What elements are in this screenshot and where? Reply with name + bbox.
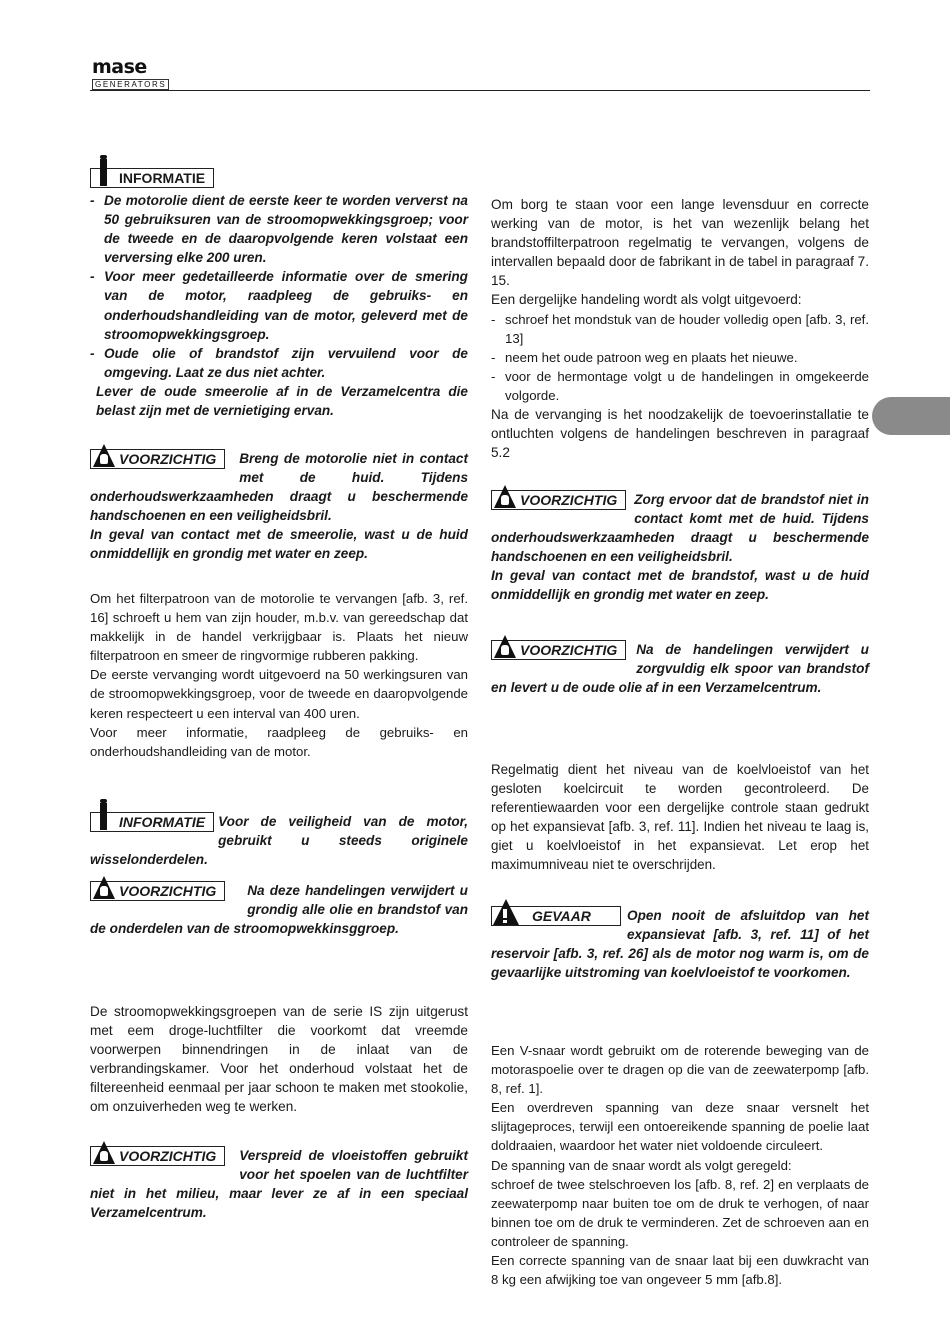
caution-hand-icon xyxy=(91,882,115,900)
info-tail: Lever de oude smeerolie af in de Verzamelcentra die belast zijn met de vernietiging ervan. xyxy=(96,383,468,419)
caution-block-3: VOORZICHTIG Verspreid de vloeistoffen gebruikt voor het spoelen van de luchtfilter niet in het milieu, maar lever ze af in een speciaal Verzamelcentrum. xyxy=(90,1148,468,1221)
info-item: - De motorolie dient de eerste keer te worden ververst na 50 gebruiksuren van de stroomopwekkingsgroep; voor de tweede en de daaropvolgende keren volstaat een verversing elke 200 uren. xyxy=(90,191,468,267)
caution-text: Na deze handelingen verwijdert u grondig alle olie en brandstof van de onderdelen van de stroomopwekkinsggroep. xyxy=(90,883,468,937)
info-icon xyxy=(91,813,115,831)
caution-hand-icon xyxy=(492,491,516,509)
v-belt-paragraph: Een V-snaar wordt gebruikt om de roterende beweging van de motoraspoelie over te dragen op die van de zeewaterpomp [afb. 8, ref. 1]. Een overdreven spanning van deze snaar versnelt het slijtageproces, terwijl een ontoereikende spanning de poelie laat doldraaien, waardoor het water niet voldoende circuleert. De spanning van de snaar wordt als volgt geregeld: schroef de twee stelschroeven los [afb. 8, ref. 2] en verplaats de zeewaterpomp naar buiten toe om de druk te verhogen, of naar binnen toe om de druk te verminderen. Zet de schroeven aan en controleer de spanning. Een correcte spanning van de snaar laat bij een duwkracht van 8 kg een afwijking toe van ongeveer 5 mm [afb.8]. xyxy=(491,1043,869,1288)
caution-text: Na de handelingen verwijdert u zorgvuldig elk spoor van brandstof en levert u de oude olie af in een Verzamelcentrum. xyxy=(491,642,869,696)
coolant-paragraph: Regelmatig dient het niveau van de koelvloeistof van het gesloten koelcircuit te worden gecontroleerd. De referentiewaarden voor een dergelijke controle staan gedrukt op het expansievat [afb. 3, ref. 11]. Indien het niveau te laag is, giet u koelvloeistof in het expansievat. Let erop het maximumniveau niet te overschrijden. xyxy=(491,762,869,873)
caution-hand-icon xyxy=(91,450,115,468)
info-item: - Voor meer gedetailleerde informatie over de smering van de motor, raadpleeg de gebruiks- en onderhoudshandleiding van de motor, geleverd met de stroomopwekkingsgroep. xyxy=(90,267,468,343)
page-header xyxy=(90,58,870,91)
caution-text: Breng de motorolie niet in contact met de huid. Tijdens onderhoudswerkzaamheden draagt u beschermende handschoenen en een veiligheidsbril. xyxy=(90,451,468,524)
caution-block-5: VOORZICHTIG Na de handelingen verwijdert u zorgvuldig elk spoor van brandstof en levert u de oude olie af in een Verzamelcentrum. xyxy=(491,642,869,696)
info-block-1 xyxy=(90,191,468,420)
caution-hand-icon xyxy=(492,641,516,659)
caution-text-2: In geval van contact met de smeerolie, wast u de huid onmiddellijk en grondig met water en zeep. xyxy=(90,527,468,562)
logo-main-text: mase xyxy=(92,56,147,78)
step-item: - schroef het mondstuk van de houder volledig open [afb. 3, ref. 13] xyxy=(491,310,869,348)
caution-text-2: In geval van contact met de brandstof, wast u de huid onmiddellijk en grondig met water en zeep. xyxy=(491,568,869,603)
logo-sub-text: GENERATORS xyxy=(92,79,169,90)
fuel-filter-paragraph: Om borg te staan voor een lange levensduur en correcte werking van de motor, is het van wezenlijk belang het brandstoffilterpatroon regelmatig te vervangen, volgens de intervallen bepaald door de fabrikant in de tabel in paragraaf 7. 15. Een dergelijke handeling wordt als volgt uitgevoerd: - schroef het mondstuk van de houder volledig open [afb. 3, ref. 13] - neem het oude patroon weg en plaats het nieuwe. - voor de hermontage volgt u de handelingen in omgekeerde volgorde. Na de vervanging is het noodzakelijk de toevoerinstallatie te ontluchten volgens de handelingen beschreven in paragraaf 5.2 xyxy=(491,195,869,462)
step-item: - neem het oude patroon weg en plaats het nieuwe. xyxy=(491,348,869,367)
info-text: Voor de veiligheid van de motor, gebruikt u steeds originele wisselonderdelen. xyxy=(90,814,468,868)
caution-hand-icon xyxy=(91,1147,115,1165)
danger-block: GEVAAR Open nooit de afsluitdop van het expansievat [afb. 3, ref. 11] of het reservoir [afb. 3, ref. 26] als de motor nog warm is, om de gevaarlijke uitstroming van koelvloeistof te voorkomen. xyxy=(491,908,869,981)
caution-text: Zorg ervoor dat de brandstof niet in contact komt met de huid. Tijdens onderhoudswerkzaamheden draagt u beschermende handschoenen en een veiligheidsbril. xyxy=(491,492,869,565)
info-item: - Oude olie of brandstof zijn vervuilend voor de omgeving. Laat ze dus niet achter. xyxy=(90,344,468,382)
caution-text: Verspreid de vloeistoffen gebruikt voor het spoelen van de luchtfilter niet in het milieu, maar lever ze af in een speciaal Verzamelcentrum. xyxy=(90,1148,468,1221)
air-filter-paragraph: De stroomopwekkingsgroepen van de serie IS zijn uitgerust met eem droge-luchtfilter die voorkomt dat vreemde voorwerpen binnendringen in de inlaat van de verbrandingskamer. Voor het onderhoud volstaat het de filtereenheid eenmaal per jaar schoon te maken met stookolie, om onzuiverheden weg te werken. xyxy=(90,1004,468,1115)
caution-block-4: VOORZICHTIG Zorg ervoor dat de brandstof niet in contact komt met de huid. Tijdens onderhoudswerkzaamheden draagt u beschermende handschoenen en een veiligheidsbril. In geval van contact met de brandstof, wast u de huid onmiddellijk en grondig met water en zeep. xyxy=(491,490,869,605)
danger-exclamation-icon xyxy=(492,907,516,925)
danger-text: Open nooit de afsluitdop van het expansievat [afb. 3, ref. 11] of het reservoir [afb. 3, ref. 26] als de motor nog warm is, om de gevaarlijke uitstroming van koelvloeistof te voorkomen. xyxy=(491,908,869,981)
steps-list xyxy=(491,310,869,405)
oil-filter-paragraph: Om het filterpatroon van de motorolie te vervangen [afb. 3, ref. 16] schroeft u hem van zijn houder, m.b.v. van gereedschap dat makkelijk in de handel verkrijgbaar is. Plaats het nieuw filterpatroon en smeer de ringvormige rubberen pakking. De eerste vervanging wordt uitgevoerd na 50 werkingsuren van de stroomopwekkingsgroep, voor de tweede en daaropvolgende keren respecteert u een interval van 400 uren. Voor meer informatie, raadpleeg de gebruiks- en onderhoudshandleiding van de motor. xyxy=(90,591,468,759)
caution-block-2: VOORZICHTIG Na deze handelingen verwijdert u grondig alle olie en brandstof van de onderdelen van de stroomopwekkinsggroep. xyxy=(90,883,468,937)
caution-block-1: VOORZICHTIG Breng de motorolie niet in contact met de huid. Tijdens onderhoudswerkzaamheden draagt u beschermende handschoenen en een veiligheidsbril. In geval van contact met de smeerolie, wast u de huid onmiddellijk en grondig met water en zeep. xyxy=(90,449,468,564)
section-tab-marker xyxy=(872,397,950,435)
info-label-1: INFORMATIE xyxy=(90,168,230,188)
info-block-2: INFORMATIE Voor de veiligheid van de motor, gebruikt u steeds originele wisselonderdelen. xyxy=(90,814,468,868)
info-icon xyxy=(91,169,115,187)
brand-logo xyxy=(92,58,169,90)
step-item: - voor de hermontage volgt u de handelingen in omgekeerde volgorde. xyxy=(491,367,869,405)
